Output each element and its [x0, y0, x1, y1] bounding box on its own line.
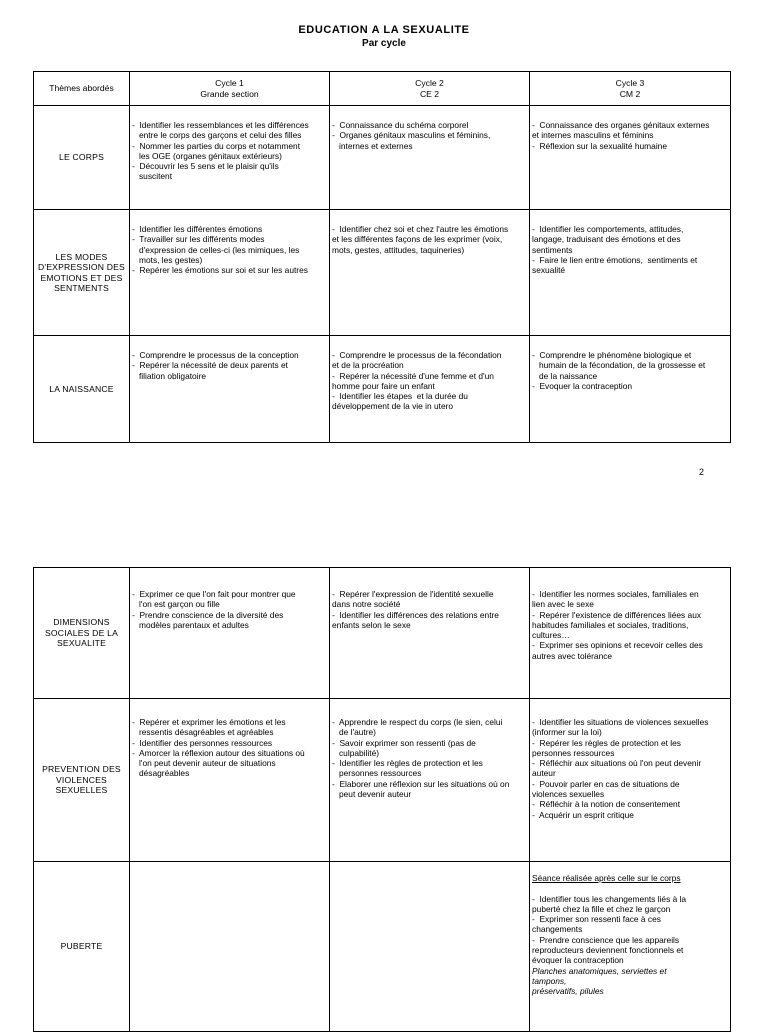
- header-cycle-1: [130, 72, 330, 106]
- header-sublabel: Grande section: [200, 88, 259, 99]
- header-label: Cycle 3: [615, 78, 645, 88]
- cell-line: suscitent: [132, 171, 173, 182]
- italic-line: Planches anatomiques, serviettes et: [532, 965, 667, 976]
- content-cell: [130, 106, 330, 210]
- content-cell: [330, 568, 530, 699]
- cell-line: l'on peut devenir auteur de situations: [132, 758, 276, 769]
- cell-line: - Identifier tous les changements liés à la: [532, 893, 687, 904]
- header-label: Thèmes abordés: [49, 83, 114, 94]
- cell-line: - Réfléchir à la notion de consentement: [532, 799, 681, 810]
- content-cell: [330, 106, 530, 210]
- cell-line: sentiments: [532, 244, 573, 255]
- header-label: Cycle 1: [215, 78, 244, 88]
- theme-cell: LA NAISSANCE: [34, 336, 130, 443]
- table-row: [34, 699, 731, 862]
- header-label: Cycle 2: [415, 78, 444, 88]
- cell-line: entre le corps des garçons et celui des filles: [132, 130, 302, 141]
- cell-line: modèles parentaux et adultes: [132, 619, 249, 630]
- content-cell: [530, 699, 731, 862]
- cell-line: - Identifier chez soi et chez l'autre les émotions: [332, 224, 509, 234]
- cell-line: - Repérer les émotions sur soi et sur les autres: [132, 265, 308, 276]
- content-lines: [532, 883, 727, 965]
- cell-line: de la naissance: [532, 370, 598, 381]
- cell-line: - Découvrir les 5 sens et le plaisir qu'ils: [132, 161, 279, 172]
- cell-line: langage, traduisant des émotions et des: [532, 234, 681, 245]
- cell-line: - Apprendre le respect du corps (le sien, celui: [332, 717, 503, 727]
- cell-line: - Organes génitaux masculins et féminins,: [332, 130, 491, 141]
- cell-line: - Identifier les ressemblances et les différences: [132, 120, 309, 130]
- cell-line: - Identifier les étapes et la durée du: [332, 391, 468, 402]
- cell-line: culpabilité): [332, 747, 380, 758]
- cell-line: - Comprendre le processus de la fécondation: [332, 350, 502, 360]
- cell-line: - Savoir exprimer son ressenti (pas de: [332, 737, 476, 748]
- session-note: Séance réalisée après celle sur le corps: [532, 873, 681, 883]
- cell-line: - Amorcer la réflexion autour des situations où: [132, 747, 305, 758]
- header-cycle-2: [330, 72, 530, 106]
- page-number: 2: [699, 467, 705, 477]
- cell-line: - Identifier les différences des relations entre: [332, 609, 499, 620]
- theme-cell: PREVENTION DES VIOLENCES SEXUELLES: [34, 699, 130, 862]
- cell-line: - Repérer et exprimer les émotions et les: [132, 717, 286, 727]
- cell-line: - Exprimer son ressenti face à ces: [532, 914, 661, 925]
- header-themes: [34, 72, 130, 106]
- cycle-table: [33, 71, 731, 443]
- cell-line: - Comprendre le processus de la conception: [132, 350, 299, 360]
- document-title: EDUCATION A LA SEXUALITE: [298, 24, 470, 36]
- cell-line: - Comprendre le phénomène biologique et: [532, 350, 692, 360]
- cell-line: personnes ressources: [332, 768, 422, 779]
- cell-line: - Evoquer la contraception: [532, 380, 633, 391]
- cell-line: - Identifier les situations de violences sexuelles: [532, 717, 709, 727]
- cell-line: - Faire le lien entre émotions, sentiments et: [532, 254, 698, 265]
- table-row: [34, 210, 731, 336]
- cell-line: - Acquérir un esprit critique: [532, 809, 634, 820]
- cell-line: cultures…: [532, 630, 570, 641]
- content-cell: [130, 699, 330, 862]
- italic-line: tampons,: [532, 975, 567, 986]
- cell-line: désagréables: [132, 768, 190, 779]
- cell-line: - Prendre conscience que les appareils: [532, 934, 680, 945]
- content-cell: [130, 568, 330, 699]
- theme-cell: DIMENSIONS SOCIALES DE LA SEXUALITE: [34, 568, 130, 699]
- document-subtitle: Par cycle: [362, 38, 406, 49]
- cell-line: homme pour faire un enfant: [332, 380, 435, 391]
- cell-line: - Identifier les différentes émotions: [132, 224, 263, 234]
- italic-line: préservatifs, pilules: [532, 986, 604, 997]
- theme-cell: LE CORPS: [34, 106, 130, 210]
- cell-line: peut devenir auteur: [332, 789, 412, 800]
- table-row: [34, 568, 731, 699]
- cell-line: habitudes familiales et sociales, traditions,: [532, 619, 689, 630]
- cell-line: lien avec le sexe: [532, 599, 594, 610]
- table-header-row: [34, 72, 731, 106]
- cell-line: - Nommer les parties du corps et notamment: [132, 140, 301, 151]
- cell-line: - Elaborer une réflexion sur les situations où on: [332, 778, 510, 789]
- cell-line: enfants selon le sexe: [332, 619, 411, 630]
- cycle-table-continued: [33, 567, 731, 1032]
- cell-line: changements: [532, 924, 583, 935]
- content-cell: [530, 568, 731, 699]
- theme-cell: PUBERTE: [34, 862, 130, 1032]
- cell-line: - Repérer la nécessité d'une femme et d'un: [332, 370, 494, 381]
- header-cycle-3: [530, 72, 731, 106]
- cell-line: (informer sur la loi): [532, 727, 602, 738]
- cell-line: dans notre société: [332, 599, 401, 610]
- cell-line: - Identifier les normes sociales, familiales en: [532, 589, 699, 599]
- content-cell: [330, 210, 530, 336]
- header-sublabel: CM 2: [619, 88, 641, 99]
- cell-line: développement de la vie in utero: [332, 401, 454, 412]
- cell-line: - Pouvoir parler en cas de situations de: [532, 778, 680, 789]
- cell-line: - Repérer l'existence de différences liées aux: [532, 609, 702, 620]
- content-cell: [530, 336, 731, 443]
- cell-line: - Repérer la nécessité de deux parents et: [132, 360, 288, 371]
- content-cell: [530, 210, 731, 336]
- cell-line: et internes masculins et féminins: [532, 130, 654, 141]
- content-cell: [130, 210, 330, 336]
- cell-line: évoquer la contraception: [532, 955, 624, 966]
- cell-line: - Identifier les règles de protection et les: [332, 758, 483, 769]
- cell-line: filiation obligatoire: [132, 370, 207, 381]
- cell-line: et de la procréation: [332, 360, 404, 371]
- cell-line: - Exprimer ses opinions et recevoir celles des: [532, 640, 703, 651]
- cell-line: - Travailler sur les différents modes: [132, 234, 265, 245]
- cell-line: les OGE (organes génitaux extérieurs): [132, 150, 282, 161]
- table-row: [34, 862, 731, 1032]
- theme-cell: LES MODES D'EXPRESSION DES EMOTIONS ET DES SENTMENTS: [34, 210, 130, 336]
- cell-line: - Réfléchir aux situations où l'on peut devenir: [532, 758, 702, 769]
- content-cell: [330, 336, 530, 443]
- cell-line: ressentis désagréables et agréables: [132, 727, 274, 738]
- cell-line: violences sexuelles: [532, 789, 605, 800]
- cell-line: - Réflexion sur la sexualité humaine: [532, 140, 667, 151]
- cell-line: puberté chez la fille et chez le garçon: [532, 903, 671, 914]
- cell-line: sexualité: [532, 265, 566, 276]
- cell-line: [532, 883, 727, 893]
- content-cell: [330, 699, 530, 862]
- cell-line: de l'autre): [332, 727, 376, 738]
- cell-line: - Connaissance des organes génitaux externes: [532, 120, 710, 130]
- cell-line: - Identifier des personnes ressources: [132, 737, 273, 748]
- header-sublabel: CE 2: [419, 88, 440, 99]
- cell-line: mots, les gestes): [132, 254, 203, 265]
- cell-line: - Identifier les comportements, attitudes,: [532, 224, 684, 234]
- cell-line: reproducteurs deviennent fonctionnels et: [532, 945, 684, 956]
- table-row: [34, 106, 731, 210]
- cell-line: mots, gestes, attitudes, taquineries): [332, 244, 465, 255]
- cell-line: - Prendre conscience de la diversité des: [132, 609, 284, 620]
- content-cell: [530, 862, 731, 1032]
- cell-line: autres avec tolérance: [532, 650, 613, 661]
- content-cell: [130, 336, 330, 443]
- table-row: [34, 336, 731, 443]
- cell-line: auteur: [532, 768, 556, 779]
- cell-line: l'on est garçon ou fille: [132, 599, 220, 610]
- cell-line: - Repérer l'expression de l'identité sexuelle: [332, 589, 494, 599]
- cell-line: d'expression de celles-ci (les mimiques, les: [132, 244, 300, 255]
- content-cell: [530, 106, 731, 210]
- cell-line: personnes ressources: [532, 747, 615, 758]
- cell-line: et les différentes façons de les exprimer (voix,: [332, 234, 503, 245]
- content-cell: [330, 862, 530, 1032]
- content-cell: [130, 862, 330, 1032]
- cell-line: - Repérer les règles de protection et les: [532, 737, 681, 748]
- cell-line: humain de la fécondation, de la grossesse et: [532, 360, 706, 371]
- cell-line: - Connaissance du schéma corporel: [332, 120, 469, 130]
- cell-line: internes et externes: [332, 140, 413, 151]
- cell-line: - Exprimer ce que l'on fait pour montrer que: [132, 589, 296, 599]
